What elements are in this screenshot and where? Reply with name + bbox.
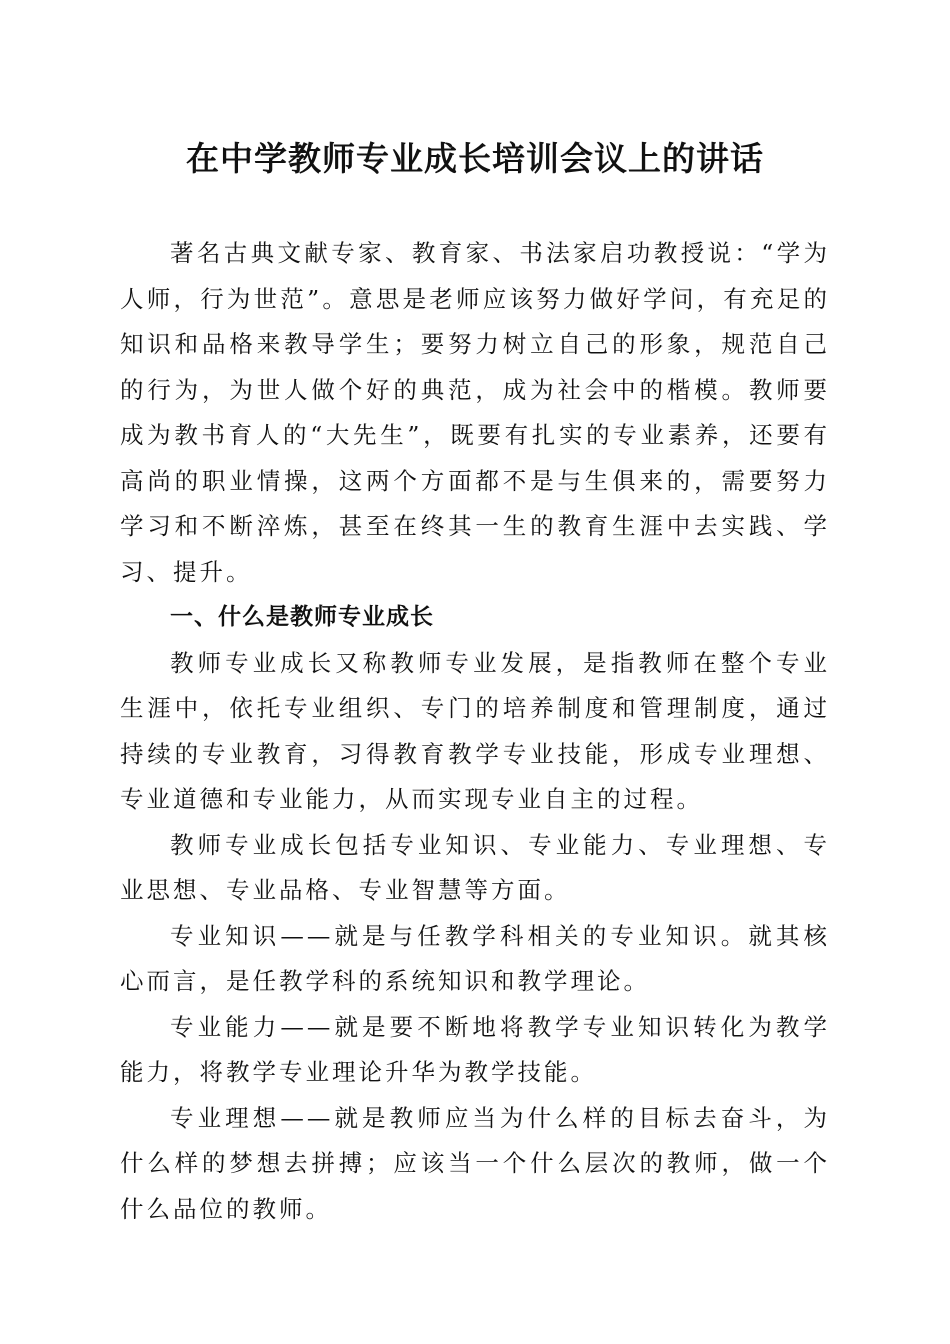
professional-ability-paragraph: 专业能力——就是要不断地将教学专业知识转化为教学能力，将教学专业理论升华为教学技能。 xyxy=(120,1012,830,1086)
professional-ideal-paragraph: 专业理想——就是教师应当为什么样的目标去奋斗，为什么样的梦想去拼搏；应该当一个什么层次的教师，做一个什么品位的教师。 xyxy=(120,1103,830,1223)
document-body xyxy=(120,231,830,1232)
document-title: 在中学教师专业成长培训会议上的讲话 xyxy=(186,139,764,178)
professional-knowledge-paragraph: 专业知识——就是与任教学科相关的专业知识。就其核心而言，是任教学科的系统知识和教学理论。 xyxy=(120,921,830,995)
components-paragraph: 教师专业成长包括专业知识、专业能力、专业理想、专业思想、专业品格、专业智慧等方面。 xyxy=(120,830,830,904)
definition-paragraph: 教师专业成长又称教师专业发展，是指教师在整个专业生涯中，依托专业组织、专门的培养制度和管理制度，通过持续的专业教育，习得教育教学专业技能，形成专业理想、专业道德和专业能力，从而实现专业自主的过程。 xyxy=(120,648,830,813)
section-heading: 一、什么是教师专业成长 xyxy=(170,604,434,630)
intro-paragraph: 著名古典文献专家、教育家、书法家启功教授说：“学为人师，行为世范”。意思是老师应该努力做好学问，有充足的知识和品格来教导学生；要努力树立自己的形象，规范自己的行为，为世人做个好的典范，成为社会中的楷模。教师要成为教书育人的“大先生”，既要有扎实的专业素养，还要有高尚的职业情操，这两个方面都不是与生俱来的，需要努力学习和不断淬炼，甚至在终其一生的教育生涯中去实践、学习、提升。 xyxy=(120,239,830,586)
